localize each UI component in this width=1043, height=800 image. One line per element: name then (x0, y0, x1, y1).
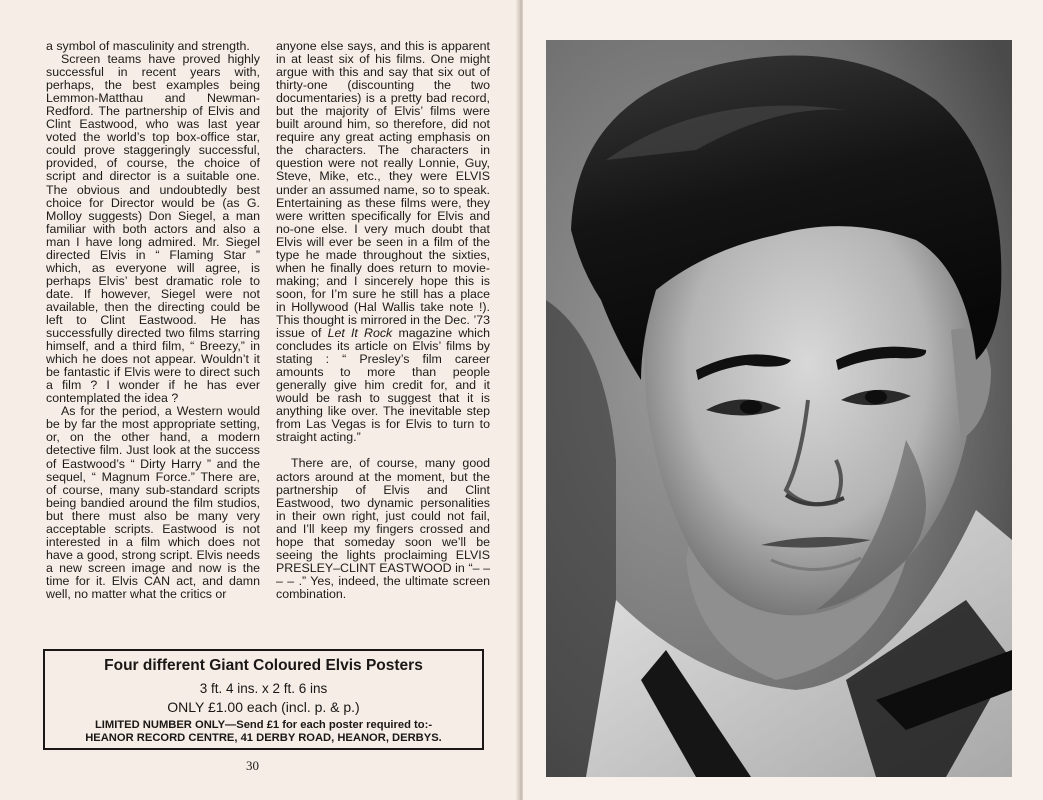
col1-paragraph-1: a symbol of masculinity and strength. (46, 39, 250, 53)
ad-size: 3 ft. 4 ins. x 2 ft. 6 ins (199, 681, 328, 696)
col2-paragraph-2: There are, of course, many good actors around at the moment, but the partnership of Elvis and Clint Eastwood, two dynamic personalities in their own right, just could not fail, and I’ll keep my fingers crossed and hope that someday soon we’ll be seeing the lights proclaiming ELVIS PRESLEY–CLINT EASTWOOD in “– – – – .” Yes, indeed, the ultimate screen combination. (276, 456, 490, 601)
left-page (0, 0, 521, 800)
portrait-illustration (546, 40, 1012, 777)
col1-paragraph-2: Screen teams have proved highly successful in recent years with, perhaps, the best examples being Lemmon-Matthau and Newman-Redford. The partnership of Elvis and Clint Eastwood, who was last year voted the world’s top box-office star, could prove staggeringly successful, provided, of course, the choice of script and director is a suitable one. The obvious and undoubtedly best choice for Director would be (as G. Molloy suggests) Don Siegel, a man familiar with both actors and also a man I have long admired. Mr. Siegel directed Elvis in “ Flaming Star ” which, as everyone will agree, is perhaps Elvis’ best dramatic role to date. If however, Siegel were not available, then the directing could be left to Clint Eastwood. He has successfully directed two films starring himself, and a third film, “ Breezy,” in which he does not appear. Wouldn’t it be fantastic if Elvis were to direct such a film ? I wonder if he has ever contemplated the idea ? (46, 52, 260, 406)
col1-paragraph-3: As for the period, a Western would be by far the most appropriate setting, or, on the other hand, a modern detective film. Just look at the success of Eastwood’s “ Dirty Harry ” and the sequel, “ Magnum Force.” There are, of course, many sub-standard scripts being bandied around the film studios, but there must also be many very acceptable scripts. Eastwood is not interested in a film which does not have a good, strong script. Elvis needs a new screen image and now is the time for it. Elvis CAN act, and damn well, no matter what the critics or (46, 404, 260, 601)
ad-order-info (45, 719, 482, 745)
text-column-2 (276, 40, 490, 601)
magazine-title: Let It Rock (327, 326, 393, 341)
col2-paragraph-1-end: magazine which concludes its article on Elvis’ films by stating : “ Presley’s film career amounts to more than people generally give him credit for, and it would be rash to suggest that it is anything like over. The inevitable step from Las Vegas is for Elvis to turn to straight acting.” (276, 326, 490, 445)
ad-price: ONLY £1.00 each (incl. p. & p.) (167, 699, 360, 715)
ad-title: Four different Giant Coloured Elvis Posters (104, 657, 423, 674)
ad-order-line-1: LIMITED NUMBER ONLY—Send £1 for each poster required to:- (94, 719, 433, 731)
text-column-1 (46, 40, 260, 601)
col2-paragraph-1-start: anyone else says, and this is apparent in at least six of his films. One might argue with this and say that six out of thirty-one (discounting the two documentaries) is a pretty bad record, but the majority of Elvis’ films were built around him, so therefore, did not require any great acting emphasis on the characters. The characters in question were not really Lonnie, Guy, Steve, Mike, etc., they were ELVIS under an assumed name, so to speak. Entertaining as these films were, they were written specifically for Elvis and no-one else. I very much doubt that Elvis will ever be seen in a film of the type he made throughout the sixties, when he finally does return to movie-making; and I sincerely hope this is soon, for I’m sure he still has a place in Hollywood (Hal Wallis take note !). This thought is mirrored in the Dec. ’73 issue of (276, 39, 490, 341)
col2-paragraph-1 (276, 40, 490, 444)
page-number: 30 (246, 758, 259, 773)
poster-advertisement (43, 649, 484, 750)
portrait-photo (546, 40, 1012, 777)
ad-order-address: HEANOR RECORD CENTRE, 41 DERBY ROAD, HEANOR, DERBYS. (85, 732, 442, 744)
